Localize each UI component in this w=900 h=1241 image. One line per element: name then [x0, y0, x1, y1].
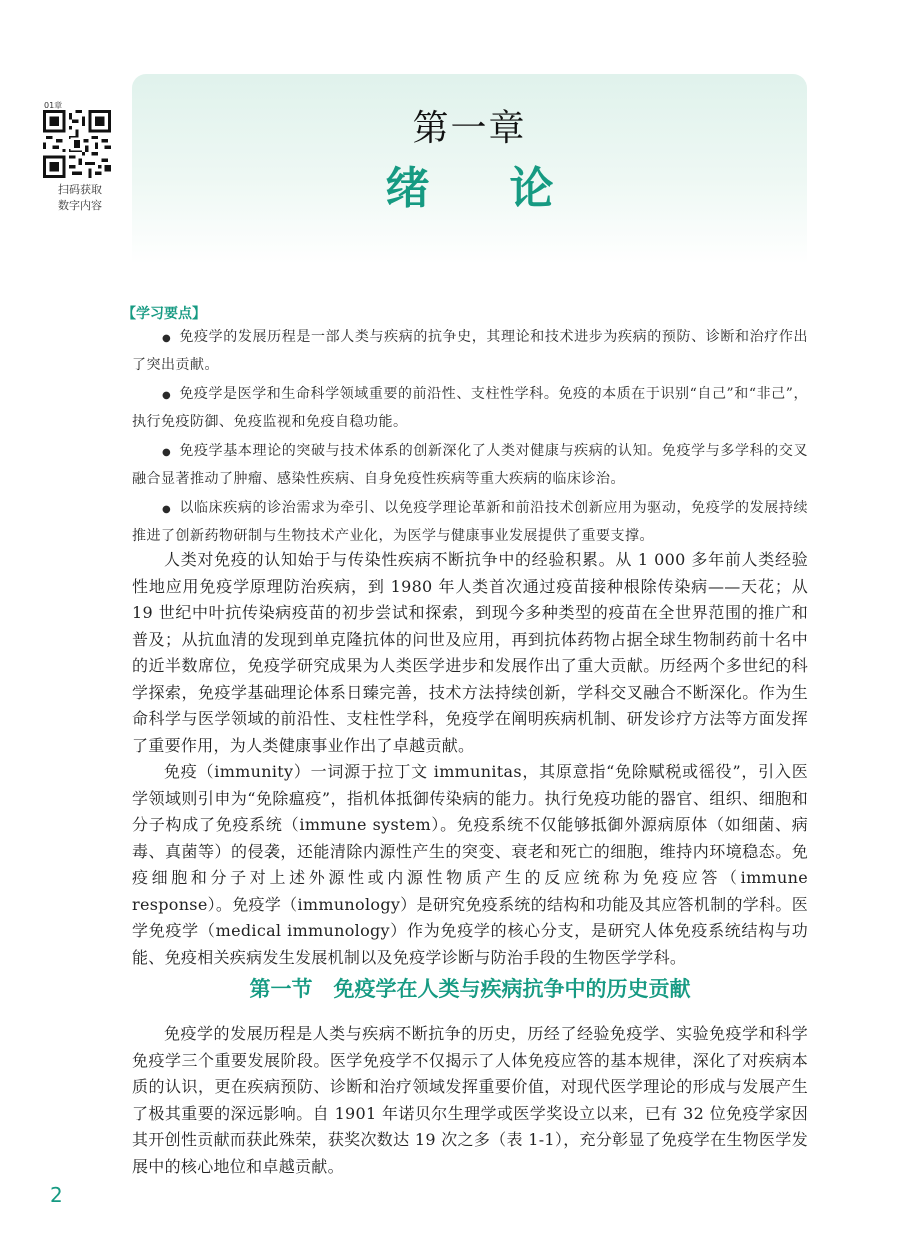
- qr-caption: [30, 182, 130, 214]
- qr-code-icon[interactable]: [43, 110, 111, 178]
- qr-caption-line1: 扫码获取: [58, 183, 102, 196]
- intro-text: [132, 547, 808, 971]
- chapter-number: 第一章: [412, 108, 527, 149]
- key-points-list: [132, 324, 808, 552]
- qr-caption-line2: 数字内容: [58, 199, 102, 212]
- key-point-item: ● 免疫学是医学和生命科学领域重要的前沿性、支柱性学科。免疫的本质在于识别“自己”和“非己”，执行免疫防御、免疫监视和免疫自稳功能。: [132, 386, 808, 430]
- bullet-icon: ●: [162, 504, 172, 515]
- key-point-item: ● 以临床疾病的诊治需求为牵引、以免疫学理论革新和前沿技术创新应用为驱动，免疫学的发展持续推进了创新药物研制与生物技术产业化，为医学与健康事业发展提供了重要支撑。: [132, 500, 808, 544]
- intro-paragraph-2: 免疫（immunity）一词源于拉丁文 immunitas，其原意指“免除赋税或徭役”，引入医学领域则引申为“免除瘟疫”，指机体抵御传染病的能力。执行免疫功能的器官、组织、细胞和分子构成了免疫系统（immune system）。免疫系统不仅能够抵御外源病原体（如细菌、病毒、真菌等）的侵袭，还能清除内源性产生的突变、衰老和死亡的细胞，维持内环境稳态。免疫细胞和分子对上述外源性或内源性物质产生的反应统称为免疫应答（immune response）。免疫学（immunology）是研究免疫系统的结构和功能及其应答机制的学科。医学免疫学（medical immunology）作为免疫学的核心分支，是研究人体免疫系统结构与功能、免疫相关疾病发生发展机制以及免疫学诊断与防治手段的生物医学学科。: [132, 762, 808, 967]
- chapter-title: 绪论: [385, 163, 634, 214]
- section-text: [132, 1021, 808, 1180]
- key-point-item: ● 免疫学基本理论的突破与技术体系的创新深化了人类对健康与疾病的认知。免疫学与多学科的交叉融合显著推动了肿瘤、感染性疾病、自身免疫性疾病等重大疾病的临床诊治。: [132, 443, 808, 487]
- qr-chapter-tag: 01章: [44, 101, 63, 110]
- key-points-heading: 【学习要点】: [122, 306, 206, 322]
- bullet-icon: ●: [162, 390, 172, 401]
- key-point-item: ● 免疫学的发展历程是一部人类与疾病的抗争史，其理论和技术进步为疾病的预防、诊断和治疗作出了突出贡献。: [132, 329, 808, 373]
- section-heading: 第一节 免疫学在人类与疾病抗争中的历史贡献: [249, 977, 691, 1001]
- bullet-icon: ●: [162, 333, 172, 344]
- page-number: 2: [50, 1183, 63, 1207]
- intro-paragraph-1: 人类对免疫的认知始于与传染性疾病不断抗争中的经验积累。从 1 000 多年前人类经验性地应用免疫学原理防治疾病，到 1980 年人类首次通过疫苗接种根除传染病——天花；从 19 世纪中叶抗传染病疫苗的初步尝试和探索，到现今多种类型的疫苗在全世界范围的推广和普及；从抗血清的发现到单克隆抗体的问世及应用，再到抗体药物占据全球生物制药前十名中的近半数席位，免疫学研究成果为人类医学进步和发展作出了重大贡献。历经两个多世纪的科学探索，免疫学基础理论体系日臻完善，技术方法持续创新，学科交叉融合不断深化。作为生命科学与医学领域的前沿性、支柱性学科，免疫学在阐明疾病机制、研发诊疗方法等方面发挥了重要作用，为人类健康事业作出了卓越贡献。: [132, 550, 808, 755]
- section-paragraph-1: 免疫学的发展历程是人类与疾病不断抗争的历史，历经了经验免疫学、实验免疫学和科学免疫学三个重要发展阶段。医学免疫学不仅揭示了人体免疫应答的基本规律，深化了对疾病本质的认识，更在疾病预防、诊断和治疗领域发挥重要价值，对现代医学理论的形成与发展产生了极其重要的深远影响。自 1901 年诺贝尔生理学或医学奖设立以来，已有 32 位免疫学家因其开创性贡献而获此殊荣，获奖次数达 19 次之多（表 1-1），充分彰显了免疫学在生物医学发展中的核心地位和卓越贡献。: [132, 1024, 808, 1176]
- bullet-icon: ●: [162, 447, 172, 458]
